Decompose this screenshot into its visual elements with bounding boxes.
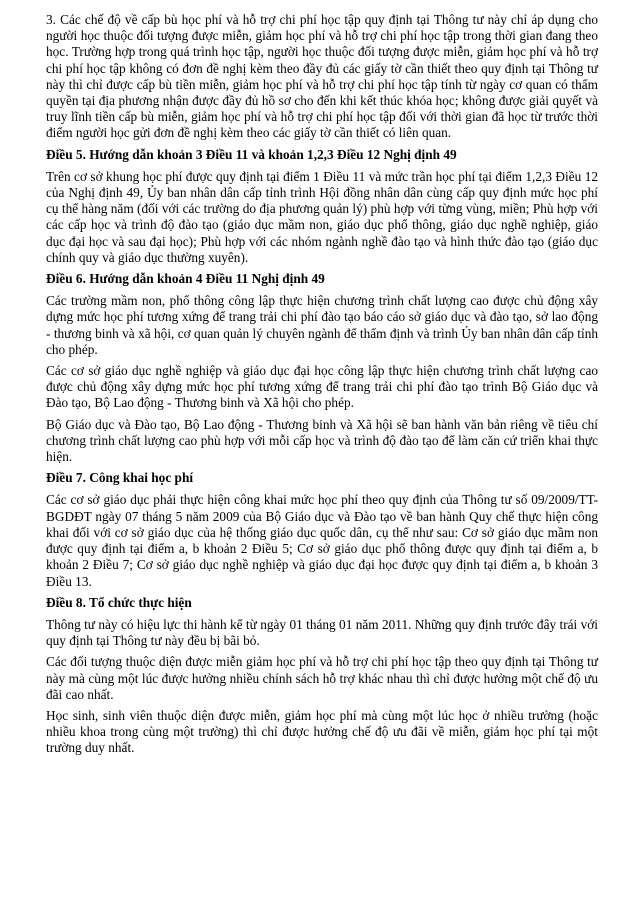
article-6-paragraph: Các cơ sở giáo dục nghề nghiệp và giáo dục đại học công lập thực hiện chương trình chất lượng cao được chủ động xây dựng mức học phí tương xứng để trang trải chi phí đào tạo trình Bộ Giáo dục và Đào tạo, Bộ Lao động - Thương binh và Xã hội cho phép. <box>46 363 598 411</box>
article-6-paragraph: Các trường mầm non, phổ thông công lập thực hiện chương trình chất lượng cao được chủ động xây dựng mức học phí tương xứng để trang trải chi phí đào tạo báo cáo sở giáo dục và đào tạo, sở lao động - thương binh và xã hội, cơ quan quản lý chuyên ngành để thẩm định và trình Ủy ban nhân dân cấp tỉnh cho phép. <box>46 293 598 357</box>
article-8-heading: Điều 8. Tổ chức thực hiện <box>46 594 192 610</box>
paragraph-clause-3: 3. Các chế độ về cấp bù học phí và hỗ trợ chi phí học tập quy định tại Thông tư này chỉ áp dụng cho người học thuộc đối tượng được miễn, giảm học phí và hỗ trợ chi phí học tập trong thời gian đang theo học. Trường hợp trong quá trình học tập, người học thuộc đối tượng được miễn, giảm học phí và hỗ trợ chi phí học tập không có đơn đề nghị kèm theo đầy đủ các giấy tờ cần thiết theo quy định tại Thông tư này thì chỉ được cấp bù tiền miễn, giảm học phí và hỗ trợ chi phí học tập tính từ ngày cơ quan có thẩm quyền tại địa phương nhận được đầy đủ hồ sơ cho đến khi kết thúc khóa học; không được giải quyết và truy lĩnh tiền cấp bù miễn, giảm học phí và hỗ trợ chi phí học tập đối với thời gian đã học từ trước thời điểm người học gửi đơn đề nghị kèm theo các giấy tờ cần thiết có liên quan. <box>46 12 598 141</box>
article-8-paragraph: Các đối tượng thuộc diện được miễn giảm học phí và hỗ trợ chi phí học tập theo quy định tại Thông tư này mà cùng một lúc được hưởng nhiều chính sách hỗ trợ khác nhau thì chỉ được hưởng một chế độ ưu đãi cao nhất. <box>46 654 598 702</box>
article-7-paragraph: Các cơ sở giáo dục phải thực hiện công khai mức học phí theo quy định của Thông tư số 09/2009/TT-BGDĐT ngày 07 tháng 5 năm 2009 của Bộ Giáo dục và Đào tạo về ban hành Quy chế thực hiện công khai đối với cơ sở giáo dục của hệ thống giáo dục quốc dân, cụ thể như sau: Cơ sở giáo dục mầm non được quy định tại điểm a, b khoản 2 Điều 5; Cơ sở giáo dục phổ thông được quy định tại điểm a, b khoản 2 Điều 7; Cơ sở giáo dục nghề nghiệp và giáo dục đại học được quy định tại điểm a, b khoản 3 Điều 13. <box>46 492 598 589</box>
article-8-paragraph: Thông tư này có hiệu lực thi hành kể từ ngày 01 tháng 01 năm 2011. Những quy định trước đây trái với quy định tại Thông tư này đều bị bãi bỏ. <box>46 616 598 649</box>
article-6-heading: Điều 6. Hướng dẫn khoản 4 Điều 11 Nghị định 49 <box>46 271 325 287</box>
article-8-paragraph: Học sinh, sinh viên thuộc diện được miễn, giảm học phí mà cùng một lúc học ở nhiều trường (hoặc nhiều khoa trong cùng một trường) thì chỉ được hưởng chế độ ưu đãi về miễn, giảm học phí tại một trường duy nhất. <box>46 707 598 756</box>
article-5-paragraph: Trên cơ sở khung học phí được quy định tại điểm 1 Điều 11 và mức trần học phí tại điểm 1,2,3 Điều 12 của Nghị định 49, Ủy ban nhân dân cấp tỉnh trình Hội đồng nhân dân cùng cấp quy định mức học phí cụ thể hàng năm (đối với các trường do địa phương quản lý) phù hợp với từng vùng, miền; Phù hợp với các cấp học và trình độ đào tạo (giáo dục mầm non, giáo dục phổ thông, giáo dục nghề nghiệp, giáo dục đại học và sau đại học); Phù hợp với các nhóm ngành nghề đào tạo và hình thức đào tạo (giáo dục chính quy và giáo dục thường xuyên). <box>46 168 598 265</box>
article-5-heading: Điều 5. Hướng dẫn khoản 3 Điều 11 và khoản 1,2,3 Điều 12 Nghị định 49 <box>46 146 457 162</box>
article-7-heading: Điều 7. Công khai học phí <box>46 470 194 486</box>
article-6-paragraph: Bộ Giáo dục và Đào tạo, Bộ Lao động - Thương binh và Xã hội sẽ ban hành văn bản riêng về tiêu chí chương trình chất lượng cao phù hợp với mỗi cấp học và trình độ đào tạo để làm căn cứ triển khai thực hiện. <box>46 416 598 465</box>
